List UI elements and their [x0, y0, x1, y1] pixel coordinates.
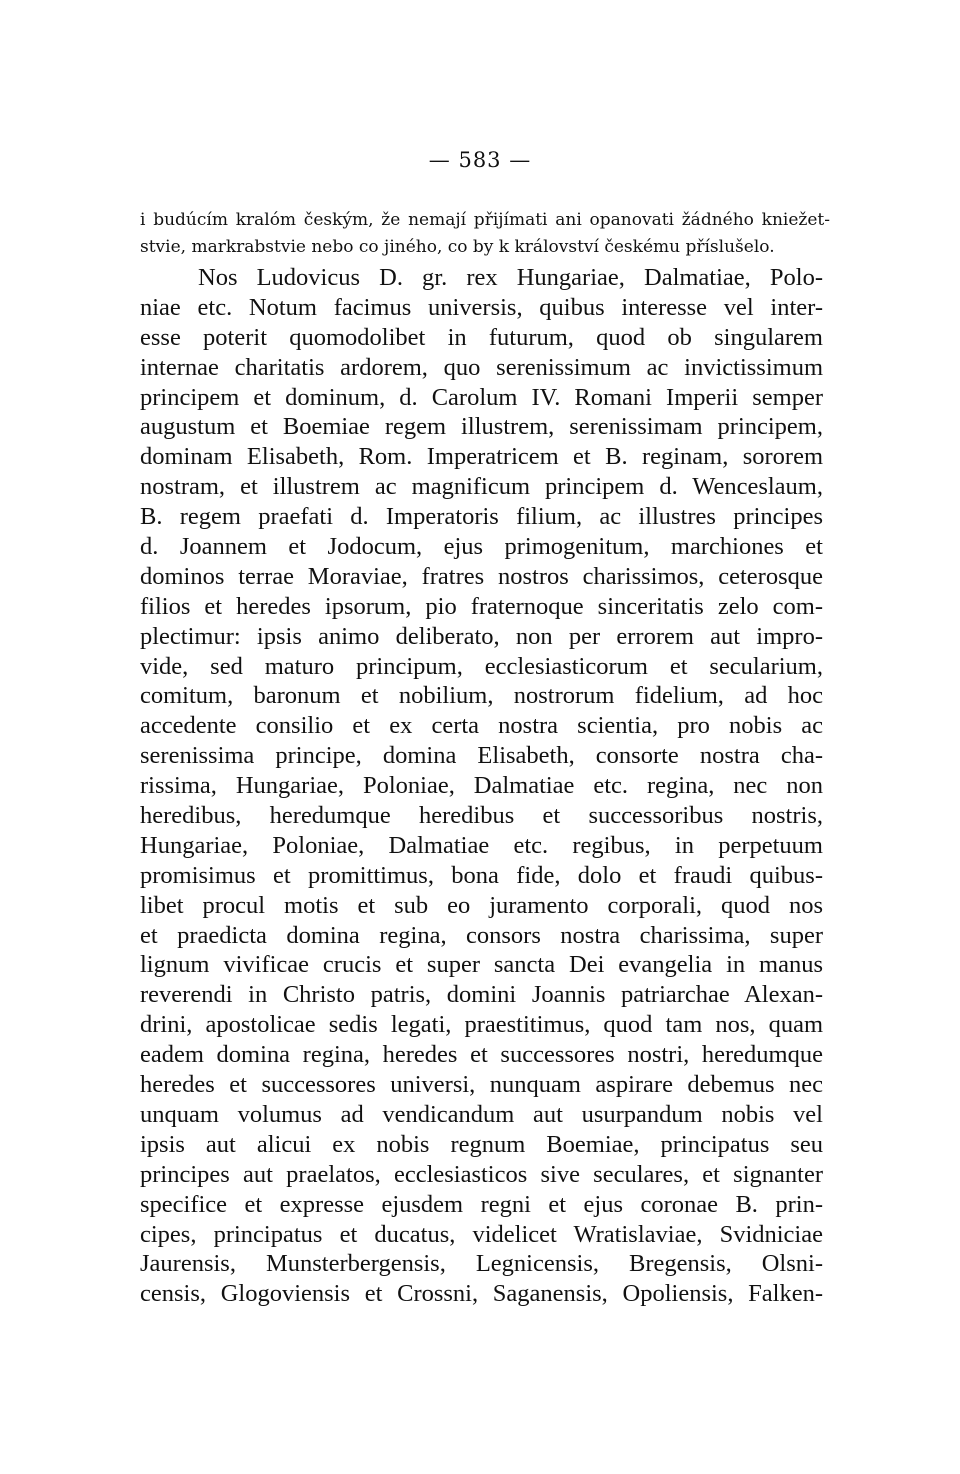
text-line: internae charitatis ardorem, quo serenissimum ac invictissimum — [140, 353, 823, 381]
text-line: censis, Glogoviensis et Crossni, Saganensis, Opoliensis, Falken- — [140, 1280, 823, 1308]
text-line: unquam volumus ad vendicandum aut usurpandum nobis vel — [140, 1100, 823, 1128]
text-line: serenissima principe, domina Elisabeth, consorte nostra cha- — [140, 742, 823, 770]
text-line: eadem domina regina, heredes et successores nostri, heredumque — [140, 1041, 823, 1069]
text-line: d. Joannem et Jodocum, ejus primogenitum, marchiones et — [140, 533, 823, 561]
text-line: comitum, baronum et nobilium, nostrorum fidelium, ad hoc — [140, 682, 823, 710]
text-line: Nos Ludovicus D. gr. rex Hungariae, Dalmatiae, Polo- — [198, 264, 823, 291]
text-line: dominam Elisabeth, Rom. Imperatricem et B. reginam, sororem — [140, 443, 823, 471]
text-line: Jaurensis, Munsterbergensis, Legnicensis, Bregensis, Olsni- — [140, 1250, 823, 1278]
page-number: — 583 — — [428, 148, 532, 172]
summary-line: stvie, markrabstvie nebo co jiného, co by k království českému příslušelo. — [140, 237, 775, 257]
text-line: dominos terrae Moraviae, fratres nostros charissimos, ceterosque — [140, 562, 823, 590]
text-line: accedente consilio et ex certa nostra scientia, pro nobis ac — [140, 712, 823, 740]
text-line: promisimus et promittimus, bona fide, dolo et fraudi quibus- — [140, 861, 823, 889]
text-line: principes aut praelatos, ecclesiasticos sive seculares, et signanter — [140, 1160, 823, 1188]
text-line: principem et dominum, d. Carolum IV. Romani Imperii semper — [140, 383, 823, 411]
text-line: libet procul motis et sub eo juramento corporali, quod nos — [140, 891, 823, 919]
text-line: reverendi in Christo patris, domini Joannis patriarchae Alexan- — [140, 981, 823, 1009]
text-line: B. regem praefati d. Imperatoris filium, ac illustres principes — [140, 503, 823, 531]
text-line: rissima, Hungariae, Poloniae, Dalmatiae etc. regina, nec non — [140, 772, 823, 800]
text-line: filios et heredes ipsorum, pio fraternoque sinceritatis zelo com- — [140, 592, 823, 620]
text-line: heredes et successores universi, nunquam aspirare debemus nec — [140, 1071, 823, 1099]
summary-line: i budúcím kralóm českým, že nemají přijímati ani opanovati žádného kniežet- — [140, 210, 830, 230]
text-line: vide, sed maturo principum, ecclesiasticorum et secularium, — [140, 652, 823, 680]
text-line: lignum vivificae crucis et super sancta Dei evangelia in manus — [140, 951, 823, 979]
text-line: niae etc. Notum facimus universis, quibus interesse vel inter- — [140, 293, 823, 321]
text-line: et praedicta domina regina, consors nostra charissima, super — [140, 921, 823, 949]
text-line: plectimur: ipsis animo deliberato, non per errorem aut impro- — [140, 622, 823, 650]
text-line: specifice et expresse ejusdem regni et ejus coronae B. prin- — [140, 1190, 823, 1218]
text-line: drini, apostolicae sedis legati, praestitimus, quod tam nos, quam — [140, 1011, 823, 1039]
charter-text — [140, 263, 823, 1309]
text-line: Hungariae, Poloniae, Dalmatiae etc. regibus, in perpetuum — [140, 831, 823, 859]
text-line: heredibus, heredumque heredibus et successoribus nostris, — [140, 802, 823, 830]
text-line: augustum et Boemiae regem illustrem, serenissimam principem, — [140, 413, 823, 441]
text-line: cipes, principatus et ducatus, videlicet Wratislaviae, Svidniciae — [140, 1220, 823, 1248]
text-line: nostram, et illustrem ac magnificum principem d. Wenceslaum, — [140, 473, 823, 501]
text-line: esse poterit quomodolibet in futurum, quod ob singularem — [140, 323, 823, 351]
summary-heading — [140, 207, 830, 261]
text-line: ipsis aut alicui ex nobis regnum Boemiae, principatus seu — [140, 1130, 823, 1158]
